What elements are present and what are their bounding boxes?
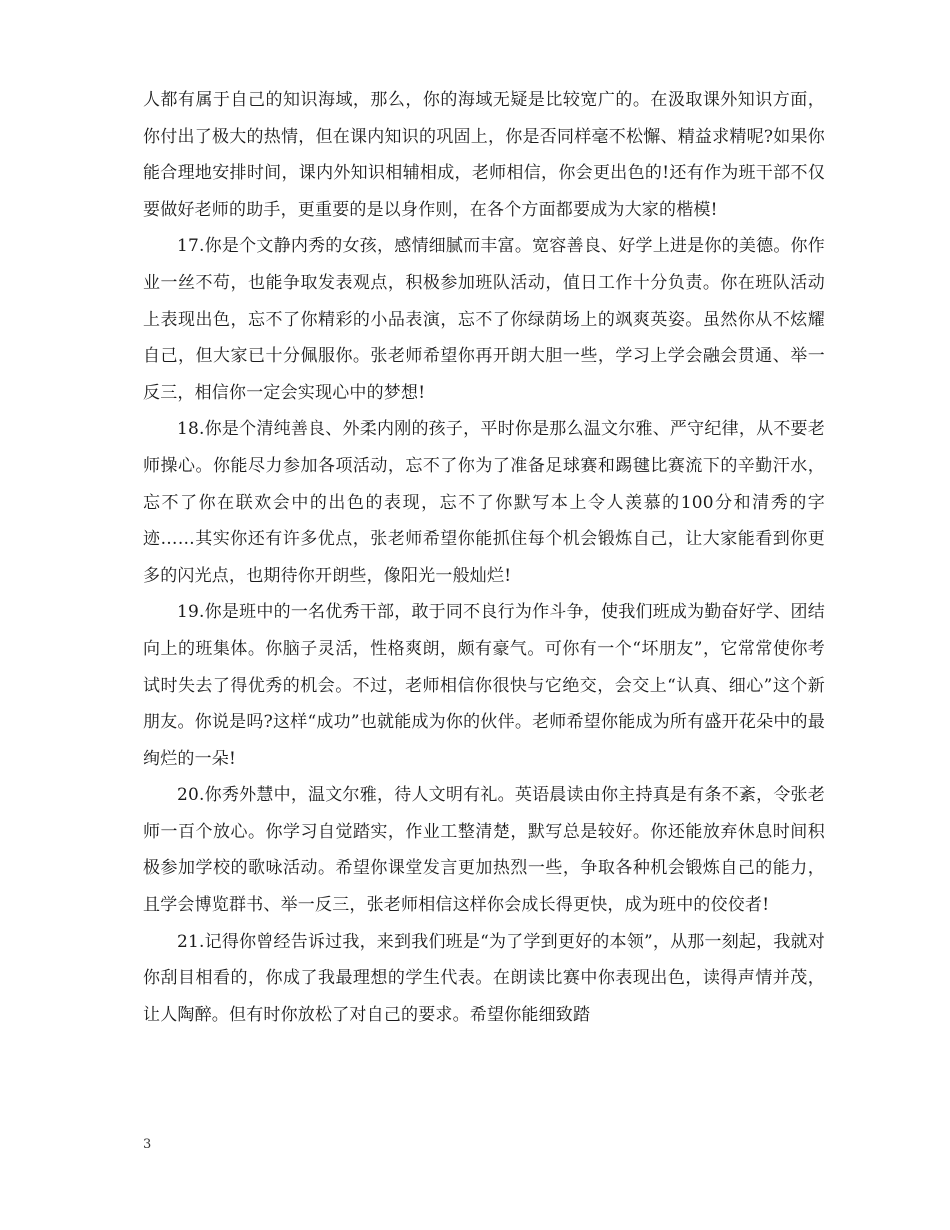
paragraph-continued: 人都有属于自己的知识海域，那么，你的海域无疑是比较宽广的。在汲取课外知识方面，你付出了极大的热情，但在课内知识的巩固上，你是否同样毫不松懈、精益求精呢?如果你能合理地安排时间，课内外知识相辅相成，老师相信，你会更出色的!还有作为班干部不仅要做好老师的助手，更重要的是以身作则，在各个方面都要成为大家的楷模! bbox=[143, 90, 825, 220]
paragraph-comment-17: 17.你是个文静内秀的女孩，感情细腻而丰富。宽容善良、好学上进是你的美德。你作业一丝不苟，也能争取发表观点，积极参加班队活动，值日工作十分负责。你在班队活动上表现出色，忘不了你精彩的小品表演，忘不了你绿荫场上的飒爽英姿。虽然你从不炫耀自己，但大家已十分佩服你。张老师希望你再开朗大胆一些，学习上学会融会贯通、举一反三，相信你一定会实现心中的梦想! bbox=[143, 236, 825, 403]
document-body bbox=[143, 82, 825, 1033]
paragraph-comment-18: 18.你是个清纯善良、外柔内刚的孩子，平时你是那么温文尔雅、严守纪律，从不要老师操心。你能尽力参加各项活动，忘不了你为了准备足球赛和踢毽比赛流下的辛勤汗水，忘不了你在联欢会中的出色的表现，忘不了你默写本上令人羡慕的100分和清秀的字迹……其实你还有许多优点，张老师希望你能抓住每个机会锻炼自己，让大家能看到你更多的闪光点，也期待你开朗些，像阳光一般灿烂! bbox=[143, 419, 825, 586]
paragraph-comment-20: 20.你秀外慧中，温文尔雅，待人文明有礼。英语晨读由你主持真是有条不紊，令张老师一百个放心。你学习自觉踏实，作业工整清楚，默写总是较好。你还能放弃休息时间积极参加学校的歌咏活动。希望你课堂发言更加热烈一些，争取各种机会锻炼自己的能力，且学会博览群书、举一反三，张老师相信这样你会成长得更快，成为班中的佼佼者! bbox=[143, 785, 825, 916]
page-number: 3 bbox=[143, 1137, 152, 1152]
paragraph-comment-21: 21.记得你曾经告诉过我，来到我们班是“为了学到更好的本领”，从那一刻起，我就对你刮目相看的，你成了我最理想的学生代表。在朗读比赛中你表现出色，读得声情并茂，让人陶醉。但有时你放松了对自己的要求。希望你能细致踏 bbox=[143, 931, 825, 1025]
paragraph-comment-19: 19.你是班中的一名优秀干部，敢于同不良行为作斗争，使我们班成为勤奋好学、团结向上的班集体。你脑子灵活，性格爽朗，颇有豪气。可你有一个“坏朋友”，它常常使你考试时失去了得优秀的机会。不过，老师相信你很快与它绝交，会交上“认真、细心”这个新朋友。你说是吗?这样“成功”也就能成为你的伙伴。老师希望你能成为所有盛开花朵中的最绚烂的一朵! bbox=[143, 602, 825, 769]
